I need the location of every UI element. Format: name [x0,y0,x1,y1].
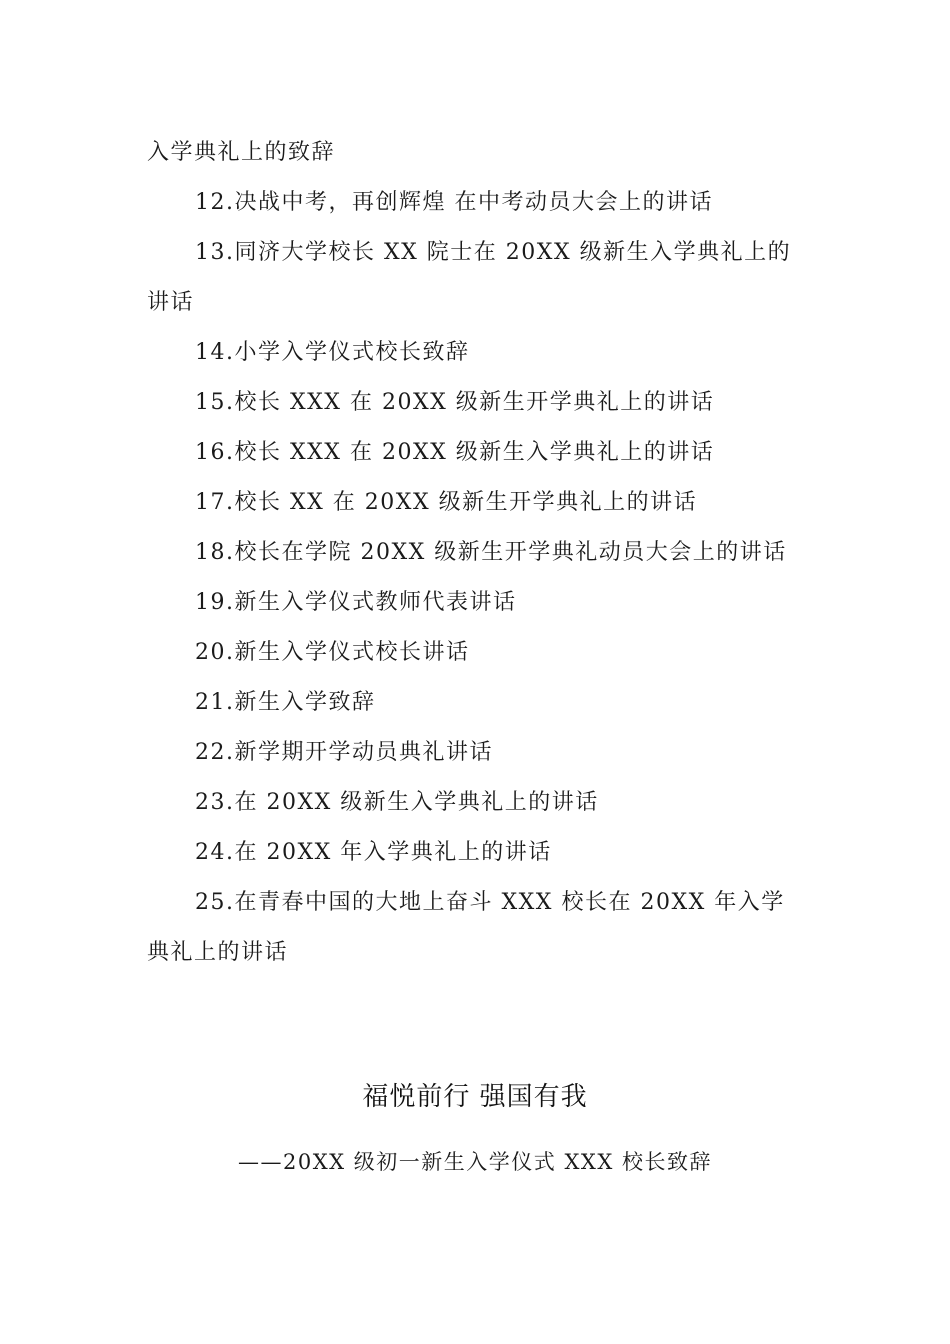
toc-entry: 14.小学入学仪式校长致辞 [195,340,470,365]
toc-entry: 24.在 20XX 年入学典礼上的讲话 [195,840,552,865]
article-title: 福悦前行 强国有我 [362,1082,588,1112]
toc-entry: 16.校长 XXX 在 20XX 级新生入学典礼上的讲话 [195,440,715,465]
toc-entry: 20.新生入学仪式校长讲话 [195,640,470,665]
toc-entry: 17.校长 XX 在 20XX 级新生开学典礼上的讲话 [195,490,698,515]
toc-entry: 15.校长 XXX 在 20XX 级新生开学典礼上的讲话 [195,390,715,415]
table-of-contents [147,128,807,978]
toc-entry: 19.新生入学仪式教师代表讲话 [195,590,517,615]
toc-entry: 入学典礼上的致辞 [147,140,336,165]
article-subtitle: ——20XX 级初一新生入学仪式 XXX 校长致辞 [238,1150,712,1174]
toc-entry: 18.校长在学院 20XX 级新生开学典礼动员大会上的讲话 [195,540,787,565]
toc-entry: 23.在 20XX 级新生入学典礼上的讲话 [195,790,599,815]
toc-entry: 25.在青春中国的大地上奋斗 XXX 校长在 20XX 年入学典礼上的讲话 [147,890,785,965]
toc-entry: 13.同济大学校长 XX 院士在 20XX 级新生入学典礼上的讲话 [147,240,792,315]
toc-entry: 21.新生入学致辞 [195,690,376,715]
toc-entry: 22.新学期开学动员典礼讲话 [195,740,493,765]
toc-entry: 12.决战中考，再创辉煌 在中考动员大会上的讲话 [195,190,713,215]
